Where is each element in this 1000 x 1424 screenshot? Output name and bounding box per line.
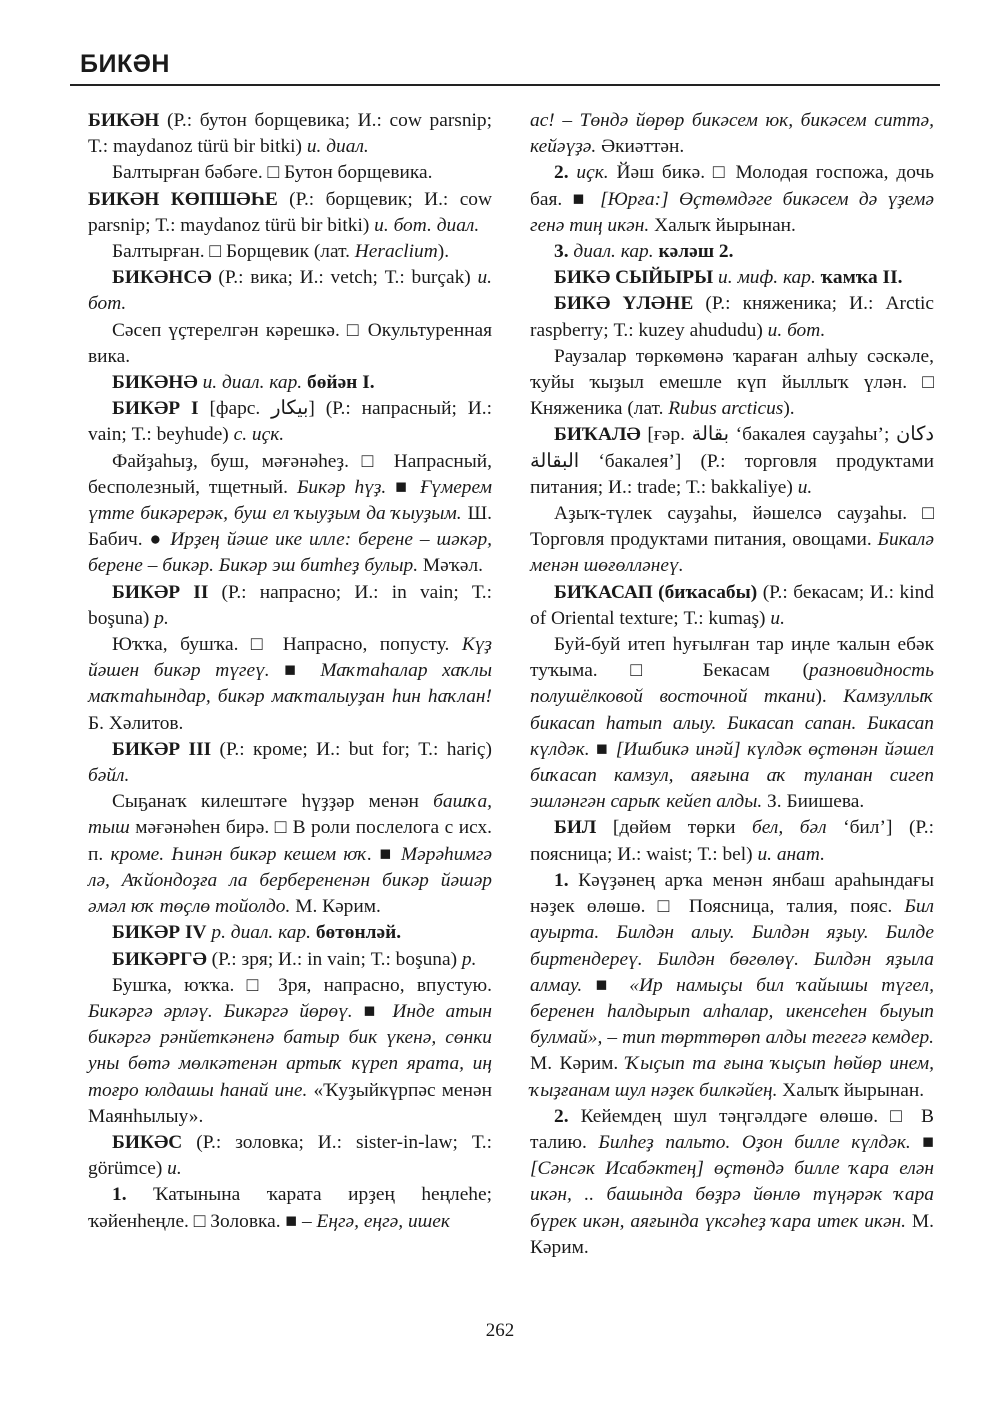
entry-bikan: БИКӘН (Р.: бутон борщевика; И.: cow parsnip; Т.: maydanoz türü bir bitki) и. диал. <box>88 110 492 158</box>
definition-text: Сыҕанаҡ килештәге һүҙҙәр менән башҡа, тыш мәғәнәһен бирә. □ В роли послелога с исх. п. кроме. Һинән бикәр кешем юҡ. ■ Мәрәһимгә лә, Аҡйондоҙға ла берберененән бикәр йәшәр әмәл юҡ төҫлө тойолдо. М. Кәрим. <box>88 791 492 918</box>
sense-2: 2. иҫк. Йәш бикә. □ Молодая госпожа, дочь бая. ■ [Юрға:] Өҫтөмдәге бикәсем дә үҙемә генә тиң икән. Халыҡ йырынан. <box>530 162 934 236</box>
definition-text: Аҙыҡ-түлек сауҙаһы, йәшелсә сауҙаһы. □ Торговля продуктами питания, овощами. Бикалә менән шөғөлләнеү. <box>530 503 934 577</box>
header-rule <box>70 84 940 86</box>
definition-text: 1. Ҡатынына ҡарата ирҙең һеңлеһе; ҡәйенһеңле. □ Золовка. ■ – Еңгә, еңгә, ишек <box>88 1184 492 1232</box>
definition-text: Бушҡа, юҡҡа. □ Зря, напрасно, впустую. Бикәргә әрләү. Бикәргә йөрөү. ■ Инде атын бикәргә рәнйеткәненә батыр бик үкенә, сөнки уны бөтә мөлкәтенән артыҡ күреп ярата, иң тоғро юлдашы һанай ине. «Ҡуҙыйкүрпәс менән Маянһылыу». <box>88 974 492 1127</box>
definition-text: Балтырған. □ Борщевик (лат. Heraclium). <box>112 241 450 263</box>
entry-bikasap: БИҠАСАП (биҡасабы) (Р.: бекасам; И.: kind of Oriental texture; Т.: kumaş) и. <box>530 581 934 629</box>
running-head: БИКӘН <box>80 50 170 78</box>
entry-bike-siyyry: БИКӘ СЫЙЫРЫ и. миф. кар. ҡамҡа II. <box>554 267 903 289</box>
entry-bil: БИЛ [дөйөм төрки бел, бәл ‘бил’] (Р.: поясница; И.: waist; Т.: bel) и. анат. <box>530 817 934 865</box>
entry-bikar-2: БИКӘР II (Р.: напрасно; И.: in vain; Т.: boşuna) р. <box>88 581 492 629</box>
definition-text: Файҙаһыҙ, буш, мәғәнәһеҙ. □ Напрасный, бесполезный, тщетный. Бикәр һүҙ. ■ Ғүмерем үтте бикәрерәк, буш ел ҡыуҙым да ҡыуҙым. Ш. Бабич. ● Ирҙең йәше ике илле: берене – шәкәр, берене – бикәр. Бикәр эш битһеҙ булыр. Мәҡәл. <box>88 450 492 577</box>
definition-text: Раузалар төркөмөнә ҡараған алһыу сәскәле, ҡуйы ҡыҙыл емешле күп йыллыҡ үлән. □ Княженика (лат. Rubus arcticus). <box>530 345 934 420</box>
entry-bikar-1: БИКӘР I [фарс. بيكار] (Р.: напрасный; И.: vain; Т.: beyhude) с. иҫк. <box>88 398 492 446</box>
entry-bikar-4: БИКӘР IV р. диал. кар. бөтөнләй. <box>112 922 402 944</box>
sense-3: 3. диал. кар. кәләш 2. <box>554 241 734 263</box>
entry-bikale: БИҠАЛӘ [ғәр. بقالة ‘бакалея сауҙаһы’; دكان البقالة ‘бакалея’] (Р.: торговля продуктами питания; И.: trade; Т.: bakkaliye) и. <box>530 424 934 498</box>
entry-bike-ulane: БИКӘ ҮЛӘНЕ (Р.: княженика; И.: Arctic raspberry; Т.: kuzey ahududu) и. бот. <box>530 293 934 341</box>
entry-bikas: БИКӘС (Р.: золовка; И.: sister-in-law; Т.: görümce) и. <box>88 1131 492 1180</box>
sense-2: 2. Кейемдең шул тәңгәлдәге өлөшө. □ В талию. Билһеҙ пальто. Оҙон билле күлдәк. ■ [Сәнсәк Исабәктең] өҫтөндә билле ҡара елән икән, .. башында бөҙрә йөнлө түңәрәк ҡара бүрек икән, аяғында үксәһеҙ ҡара итек икән. М. Кәрим. <box>530 1105 934 1258</box>
page-number: 262 <box>485 1320 515 1341</box>
definition-text: Сәсеп үҫтерелгән кәрешкә. □ Окультуренная вика. <box>88 319 492 367</box>
entry-bikarge: БИКӘРГӘ (Р.: зря; И.: in vain; Т.: boşuna) р. <box>112 948 477 970</box>
entry-bikar-3: БИКӘР III (Р.: кроме; И.: but for; Т.: hariç) бәйл. <box>88 738 492 787</box>
right-column <box>530 108 934 1261</box>
definition-text: ас! – Төндә йөрөр бикәсем юк, бикәсем ситтә, кейәүҙә. Әкиәттән. <box>530 110 934 158</box>
definition-text: Буй-буй итеп һуғылған тар иңле ҡалын ебәк туҡыма. □ Бекасам (разновидность полушёлковой восточной ткани). Камзуллыҡ бикасап һатып алыу. Бикасап сапан. Бикасап күлдәк. ■ [Ишбикә инәй] күлдәк өҫтөнән йәшел биҡасап камзул, аяғына аҡ туланан сигеп эшләнгән сарыҡ кейеп алды. З. Биишева. <box>530 634 934 813</box>
left-column <box>88 108 492 1235</box>
definition-text: Юҡҡа, бушҡа. □ Напрасно, попусту. Күҙ йәшен бикәр түгеү. ■ Маҡтаһалар хаҡлы маҡтаһындар, бикәр маҡталыуҙан һин һаҡлан! Б. Хәлитов. <box>88 634 493 734</box>
sense-1: 1. Кәүҙәнең арҡа менән янбаш араһындағы нәҙек өлөшө. □ Поясница, талия, пояс. Бил ауыртa. Билдән алыу. Билдән яҙыу. Билде биртендереү. Билдән бөгөлөү. Билдән яҙыла алмау. ■ «Ир намыҫы бил ҡайышы түгел, беренен һалдырып алһалар, икенсеһен быуып булмай», – тип төрттөрөп алды тегегә кемдер. М. Кәрим. Ҡыҫып та ғына ҡыҫып һөйөр инем, ҡыҙғанам шул нәҙек билкәйең. Халыҡ йырынан. <box>530 869 934 1101</box>
entry-bikan-kopshahe: БИКӘН КӨПШӘҺЕ (Р.: борщевик; И.: cow parsnip; Т.: maydanoz türü bir bitki) и. бот. диал. <box>88 188 492 236</box>
entry-bikane: БИКӘНӘ и. диал. кар. бөйән I. <box>112 372 375 394</box>
entry-bikanse: БИКӘНСӘ (Р.: вика; И.: vetch; Т.: burçak) и. бот. <box>88 267 492 315</box>
definition-text: Балтырған бәбәге. □ Бутон борщевика. <box>112 162 433 184</box>
